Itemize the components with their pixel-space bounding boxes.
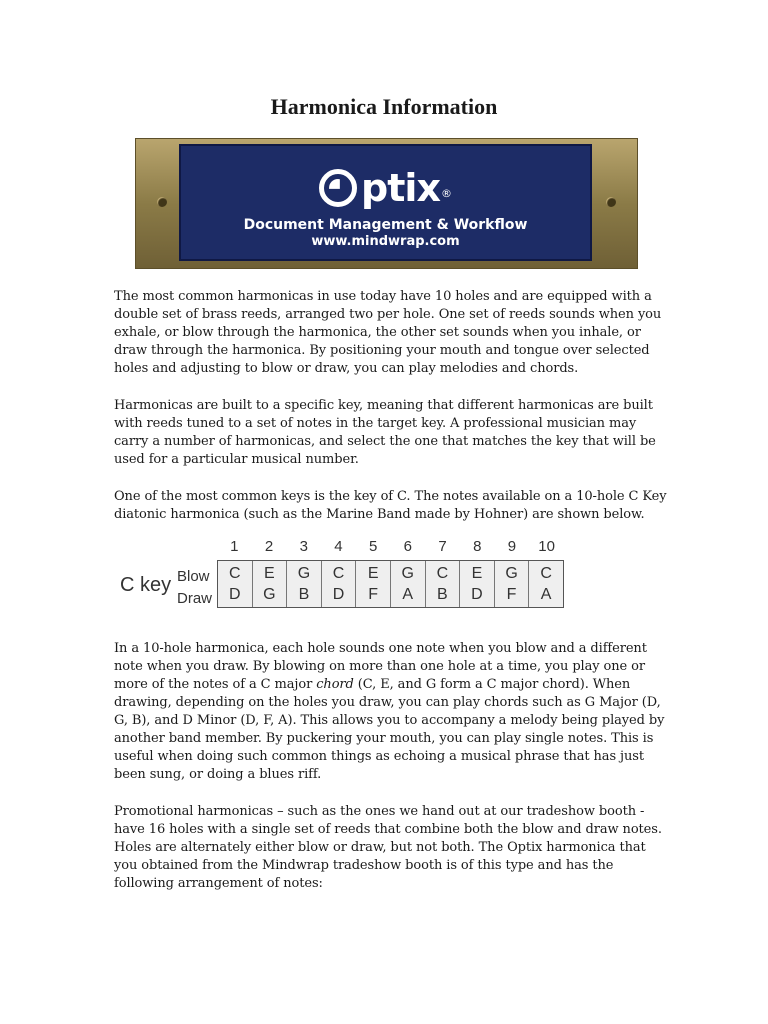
draw-note: F <box>506 586 517 603</box>
hole-cell <box>322 561 357 607</box>
paragraph-keys: Harmonicas are built to a specific key, meaning that different harmonicas are built with reeds tuned to a set of notes in the target key. A professional musician may carry a number of harmonicas, and select the one that matches the key that will be used for a particular musical number. <box>114 398 656 467</box>
key-label: C key <box>120 574 172 596</box>
blow-note: C <box>229 565 241 582</box>
hole-cell <box>218 561 253 607</box>
hole-cell <box>529 561 563 607</box>
brand-logo-row <box>181 166 590 210</box>
blow-note: G <box>401 565 414 582</box>
hole-number: 2 <box>264 538 274 555</box>
hole-number: 7 <box>438 538 447 555</box>
blow-note: E <box>471 565 483 582</box>
hole-cell <box>391 561 426 607</box>
draw-label: Draw <box>177 590 213 607</box>
optix-logo-icon <box>319 169 357 207</box>
page-title: Harmonica Information <box>270 94 498 119</box>
draw-note: B <box>437 586 448 603</box>
hole-number: 10 <box>538 538 555 555</box>
blow-note: E <box>367 565 379 582</box>
blow-note: E <box>264 565 275 582</box>
hole-cell <box>460 561 495 607</box>
blow-label: Blow <box>177 568 210 585</box>
paragraph-chords: In a 10-hole harmonica, each hole sounds one note when you blow and a different note when you draw. By blowing on more than one hole at a time, you play one or more of the notes of a C major chord (C, E, and G form a C major chord). When drawing, depending on the holes you draw, you can play chords such as G Major (D, G, B), and D Minor (D, F, A). This allows you to accompany a melody being played by another band member. By puckering your mouth, you can play single notes. This is useful when doing such common things as echoing a musical phrase that has just been sung, or doing a blues riff. <box>114 641 665 782</box>
brand-url: www.mindwrap.com <box>311 234 460 249</box>
hole-number: 9 <box>507 538 517 555</box>
draw-note: F <box>368 586 379 603</box>
hole-number: 6 <box>403 538 413 555</box>
harmonica-label <box>179 144 592 261</box>
paragraph-intro: The most common harmonicas in use today have 10 holes and are equipped with a double set of brass reeds, arranged two per hole. One set of reeds sounds when you exhale, or blow through the harmonica, the other set sounds when you inhale, or draw through the harmonica. By positioning your mouth and tongue over selected holes and adjusting to blow or draw, you can play melodies and chords. <box>114 289 662 376</box>
hole-number: 3 <box>299 538 308 555</box>
draw-note: G <box>263 586 276 603</box>
draw-note: A <box>540 586 552 603</box>
hole-cell <box>253 561 288 607</box>
rivet-icon <box>157 197 167 207</box>
draw-note: D <box>471 586 483 603</box>
hole-number: 4 <box>334 538 343 555</box>
chord-line: more of the notes of a C major chord (C, E, and G form a C major chord). When <box>114 677 631 692</box>
registered-mark: ® <box>440 186 452 200</box>
draw-note: B <box>298 586 310 603</box>
c-key-notes-table <box>114 538 564 612</box>
draw-note: A <box>402 586 414 603</box>
blow-note: G <box>505 565 518 582</box>
brand-subtitle: Document Management & Workflow <box>243 217 528 233</box>
paragraph-c-key: One of the most common keys is the key of C. The notes available on a 10-hole C Key diatonic harmonica (such as the Marine Band made by Hohner) are shown below. <box>114 489 667 522</box>
draw-note: D <box>229 586 241 603</box>
brand-name: ptix <box>361 166 440 210</box>
hole-cell <box>426 561 461 607</box>
paragraph-promotional: Promotional harmonicas – such as the ones we hand out at our tradeshow booth - have 16 holes with a single set of reeds that combine both the blow and draw notes. Holes are alternately either blow or draw, but not both. The Optix harmonica that you obtained from the Mindwrap tradeshow booth is of this type and has the following arrangement of notes: <box>114 804 662 891</box>
rivet-icon <box>606 197 616 207</box>
draw-note: D <box>332 586 345 603</box>
hole-cell <box>287 561 322 607</box>
blow-note: G <box>297 565 311 582</box>
hole-cell <box>495 561 530 607</box>
hole-number: 8 <box>473 538 482 555</box>
hole-cell <box>356 561 391 607</box>
hole-number: 1 <box>230 538 239 555</box>
blow-note: C <box>540 565 552 582</box>
optix-harmonica-banner <box>135 138 638 269</box>
chord-emphasis: chord <box>316 677 354 692</box>
blow-note: C <box>436 565 449 582</box>
blow-note: C <box>332 565 345 582</box>
hole-number: 5 <box>368 538 378 555</box>
holes-grid <box>217 560 564 608</box>
